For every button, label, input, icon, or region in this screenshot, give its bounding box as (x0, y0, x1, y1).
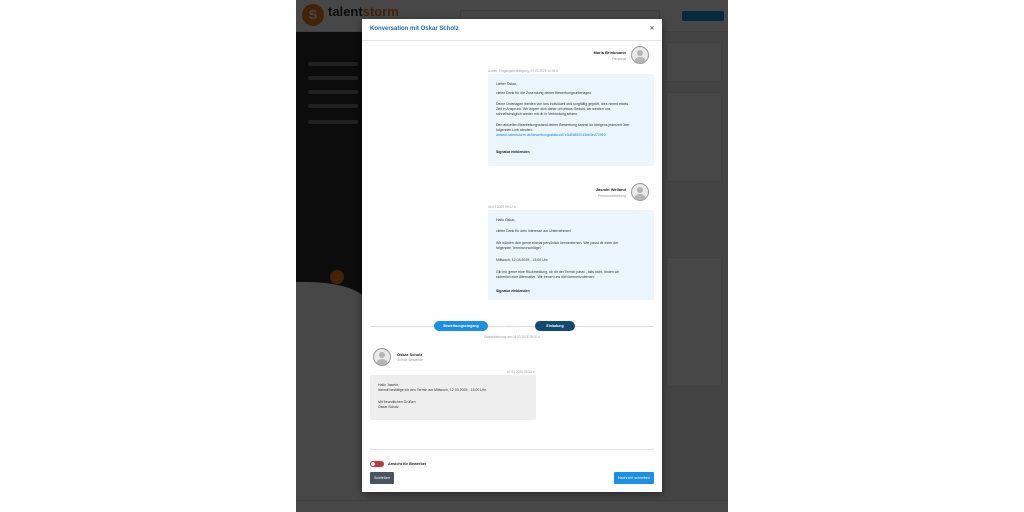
timeline-line (370, 326, 654, 327)
show-signature-link[interactable]: Signatur einblenden (496, 289, 530, 293)
message-bubble (488, 74, 654, 166)
close-icon[interactable]: ✕ (649, 26, 655, 32)
message-line: vielen Dank für dein Interesse am Unternehmen! (496, 229, 572, 233)
message-line: vielen Dank für die Zusendung deiner Bewerbungsunterlagen. (496, 91, 593, 95)
message-line: Lieber Oskar, (496, 82, 517, 86)
timeline-connector-icon: ··· (507, 323, 511, 328)
message-line: folgenden Terminvorschläge? (496, 246, 542, 250)
message-meta: Autom. Eingangsbestätigung, 07.03.2025 10:35 h (488, 69, 559, 73)
status-link[interactable]: antwort.talentstorm.de/bewerbungsstatus/67c3d268520436b3ed72910 (496, 133, 606, 137)
show-signature-link[interactable]: Signatur einblenden (496, 150, 530, 154)
footer-divider (370, 449, 654, 450)
avatar-icon (631, 46, 649, 64)
conversation-modal (362, 19, 662, 492)
message-line: Deine Unterlagen werden von uns individuell und sorgfältig geprüft, dies nimmt etwas (496, 102, 629, 106)
sender-role: Personal (612, 57, 626, 61)
applicant-view-toggle[interactable] (370, 461, 384, 467)
write-message-button[interactable]: Nachricht schreiben (614, 472, 654, 484)
message-line: Hallo Jasmin, (378, 383, 400, 387)
timeline-meta: Statusänderung am 04.03.2025 09:02 h (483, 335, 541, 339)
message-line: folgenden Link abrufen: (496, 128, 533, 132)
message-line: Mit freundlichen Grüßen (378, 400, 416, 404)
sender-role: Scholz Bewerber (397, 358, 424, 362)
message-line: Wir würden dich gerne einmal persönlich kennenlernen. Wie passt dir einer der (496, 241, 619, 245)
sender-role: Personalabteilung (597, 194, 626, 198)
status-pill-application: Bewerbungseingang (434, 321, 488, 331)
message-line: Zeit in Anspruch. Wir ärgern dich daher um etwas Geduld, wir werden uns (496, 107, 611, 111)
modal-title: Konversation mit Oskar Scholz (370, 26, 459, 32)
message-line: hiermit bestätige ich den Termin am Mittwoch, 12.03.2025 - 13:00 Uhr. (378, 388, 487, 392)
message-line: schnellstmöglich wieder mit dir in Verbindung setzen. (496, 112, 579, 116)
avatar-icon (373, 348, 391, 366)
message-meta: 07.03.2025 09:13 h (507, 370, 535, 374)
close-button[interactable]: Schließen (370, 472, 394, 484)
message-bubble (370, 375, 536, 420)
status-pill-invitation: Einladung (535, 321, 575, 331)
message-line: Mittwoch, 12.03.2025 - 13:00 Uhr (496, 258, 548, 262)
message-meta: 04.03.2025 09:02 h (488, 205, 516, 209)
modal-header (362, 19, 662, 41)
toggle-label: Ansicht für Bewerber (388, 462, 427, 466)
message-line: sicherlich eine Alternative. Wir freuen uns dich kennenzulernen! (496, 275, 595, 279)
sender-name: Maria Brinkmann (593, 50, 626, 55)
sender-name: Jasmin Weiland (595, 187, 626, 192)
message-line: Den aktuellen Bearbeitungsstand deiner Bewerbung kannst du übrigens jederzeit über (496, 123, 630, 127)
sender-name: Oskar Scholz (397, 352, 423, 357)
message-bubble (488, 210, 654, 300)
message-line: Gib mir gerne eine Rückmeldung, ob dir der Termin passt - falls nicht, finden wir (496, 270, 620, 274)
message-line: Oskar Scholz (378, 405, 399, 409)
avatar-icon (631, 183, 649, 201)
message-line: Hallo Oskar, (496, 218, 516, 222)
